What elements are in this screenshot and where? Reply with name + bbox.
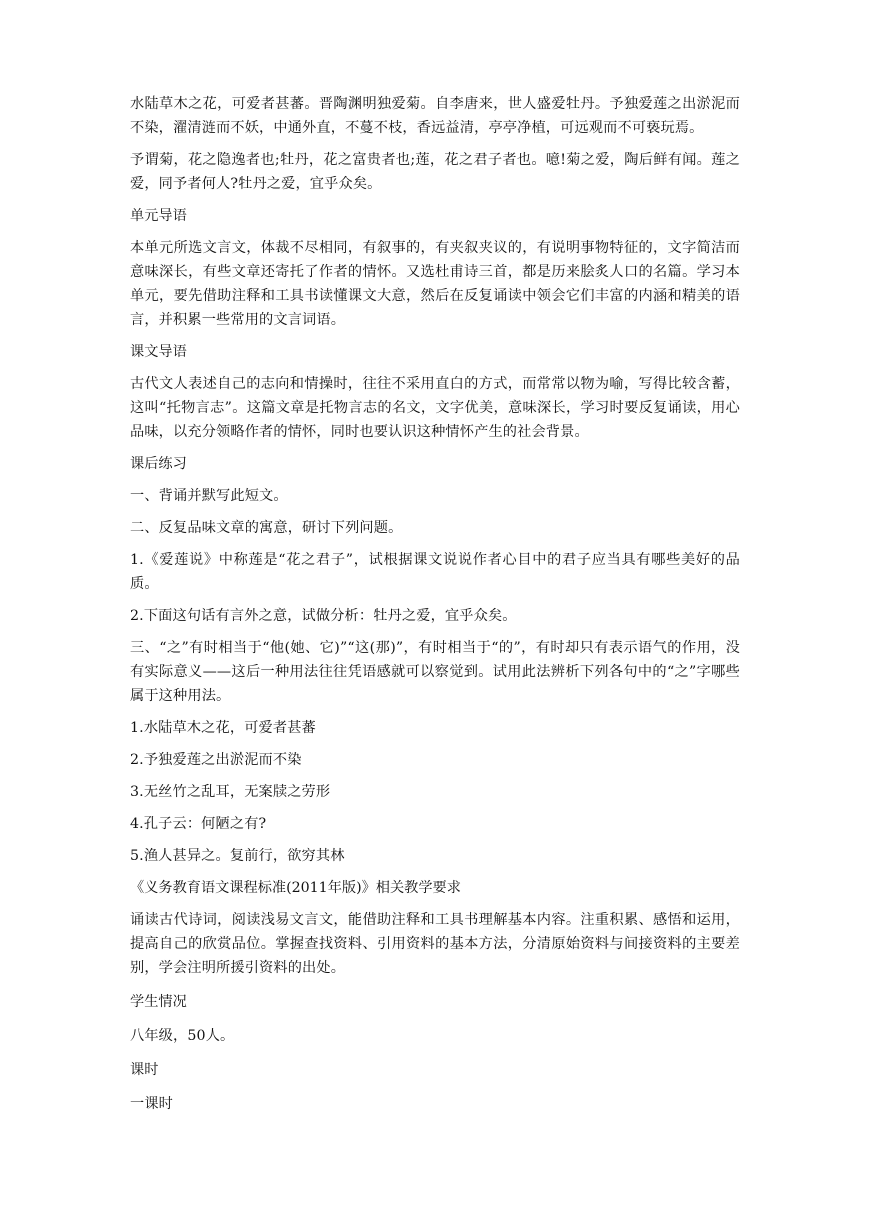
student-info-heading: 学生情况 <box>130 994 187 1010</box>
exercise-3-item-2: 2.予独爱莲之出淤泥而不染 <box>130 752 302 768</box>
exercise-3-item-4: 4.孔子云：何陋之有? <box>130 816 267 832</box>
class-hours-heading: 课时 <box>130 1062 159 1078</box>
class-hours-text: 一课时 <box>130 1096 174 1112</box>
unit-intro-heading: 单元导语 <box>130 208 187 224</box>
lesson-intro-text: 古代文人表述自己的志向和情操时，往往不采用直白的方式，而常常以物为喻，写得比较含蓄，这叫“托物言志”。这篇文章是托物言志的名文，文字优美，意味深长，学习时要反复诵读，用心品味，以充分领略作者的情怀，同时也要认识这种情怀产生的社会背景。 <box>130 376 740 440</box>
exercise-2-item-2: 2.下面这句话有言外之意，试做分析：牡丹之爱，宜乎众矣。 <box>130 608 517 624</box>
student-info-text: 八年级，50人。 <box>130 1028 235 1044</box>
curriculum-standard-text: 诵读古代诗词，阅读浅易文言文，能借助注释和工具书理解基本内容。注重积累、感悟和运用，提高自己的欣赏品位。掌握查找资料、引用资料的基本方法，分清原始资料与间接资料的主要差别，学会注明所援引资料的出处。 <box>130 912 740 976</box>
exercise-1: 一、背诵并默写此短文。 <box>130 488 288 504</box>
exercise-2-item-1: 1.《爱莲说》中称莲是“花之君子”，试根据课文说说作者心目中的君子应当具有哪些美好的品质。 <box>130 552 740 592</box>
exercise-3-item-3: 3.无丝竹之乱耳，无案牍之劳形 <box>130 784 331 800</box>
exercise-2: 二、反复品味文章的寓意，研讨下列问题。 <box>130 520 403 536</box>
curriculum-standard-heading: 《义务教育语文课程标准(2011年版)》相关教学要求 <box>130 880 461 896</box>
exercise-3-item-5: 5.渔人甚异之。复前行，欲穷其林 <box>130 848 345 864</box>
exercises-heading: 课后练习 <box>130 456 187 472</box>
unit-intro-text: 本单元所选文言文，体裁不尽相同，有叙事的，有夹叙夹议的，有说明事物特征的，文字简洁而意味深长，有些文章还寄托了作者的情怀。又选杜甫诗三首，都是历来脍炙人口的名篇。学习本单元，要先借助注释和工具书读懂课文大意，然后在反复诵读中领会它们丰富的内涵和精美的语言，并积累一些常用的文言词语。 <box>130 240 740 328</box>
lotus-text-paragraph-1: 水陆草木之花，可爱者甚蕃。晋陶渊明独爱菊。自李唐来，世人盛爱牡丹。予独爱莲之出淤泥而不染，濯清涟而不妖，中通外直，不蔓不枝，香远益清，亭亭净植，可远观而不可亵玩焉。 <box>130 96 740 136</box>
exercise-3-item-1: 1.水陆草木之花，可爱者甚蕃 <box>130 720 316 736</box>
exercise-3: 三、“之”有时相当于“他(她、它)”“这(那)”，有时相当于“的”，有时却只有表示语气的作用，没有实际意义——这后一种用法往往凭语感就可以察觉到。试用此法辨析下列各句中的“之”字哪些属于这种用法。 <box>130 640 740 704</box>
document-page <box>130 92 740 1124</box>
lesson-intro-heading: 课文导语 <box>130 344 187 360</box>
lotus-text-paragraph-2: 予谓菊，花之隐逸者也;牡丹，花之富贵者也;莲，花之君子者也。噫!菊之爱，陶后鲜有闻。莲之爱，同予者何人?牡丹之爱，宜乎众矣。 <box>130 152 740 192</box>
